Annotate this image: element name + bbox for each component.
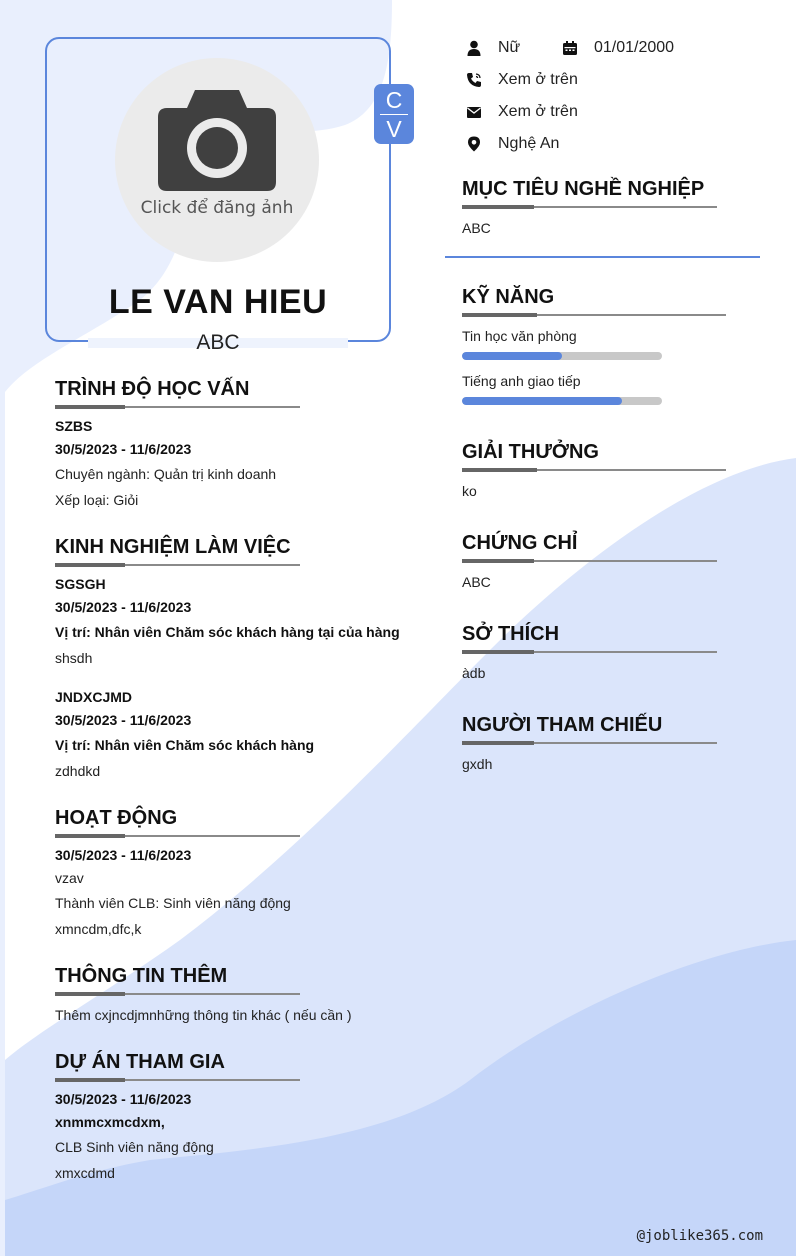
projects-rule (55, 1079, 300, 1081)
email-value: Xem ở trên (498, 103, 578, 120)
gender-value: Nữ (498, 39, 521, 56)
more-info-rule (55, 993, 300, 995)
education-title: TRÌNH ĐỘ HỌC VẤN (55, 378, 250, 400)
activities-title: HOẠT ĐỘNG (55, 807, 178, 829)
skills-title: KỸ NĂNG (462, 286, 555, 308)
cv-badge (374, 84, 414, 144)
experience-title: KINH NGHIỆM LÀM VIỆC (55, 536, 291, 558)
address-value: Nghệ An (498, 135, 560, 152)
activities-rule (55, 835, 300, 837)
calendar-icon (562, 40, 578, 56)
projects-name: xnmmcxmcdxm, (55, 1114, 165, 1130)
activities-dates: 30/5/2023 - 11/6/2023 (55, 847, 192, 863)
contact-gender (466, 39, 520, 57)
cv-badge-v: V (386, 116, 402, 142)
phone-value: Xem ở trên (498, 71, 578, 88)
references-title: NGƯỜI THAM CHIẾU (462, 714, 663, 736)
photo-upload[interactable] (115, 58, 319, 262)
experience-position: Vị trí: Nhân viên Chăm sóc khách hàng tại của hàng (55, 624, 400, 640)
skill-bar-fill (462, 397, 622, 405)
education-dates: 30/5/2023 - 11/6/2023 (55, 441, 192, 457)
projects-title: DỰ ÁN THAM GIA (55, 1051, 225, 1073)
certificates-rule (462, 560, 717, 562)
divider-line (445, 256, 760, 258)
photo-upload-label[interactable]: Click để đăng ảnh (140, 198, 294, 218)
contact-email (466, 103, 578, 121)
candidate-subtitle: ABC (196, 331, 240, 354)
awards-rule (462, 469, 726, 471)
envelope-icon (466, 104, 482, 120)
phone-icon (466, 72, 482, 88)
skill-name: Tiếng anh giao tiếp (462, 373, 581, 389)
activities-role: Thành viên CLB: Sinh viên năng động (55, 895, 291, 911)
experience-rule (55, 564, 300, 566)
camera-icon (155, 86, 279, 194)
map-marker-icon (466, 136, 482, 152)
contact-phone (466, 71, 578, 89)
user-icon (466, 40, 482, 56)
activities-desc: xmncdm,dfc,k (55, 921, 142, 937)
hobbies-rule (462, 651, 717, 653)
awards-text: ko (462, 483, 477, 499)
contact-address (466, 135, 559, 153)
experience-company: SGSGH (55, 576, 106, 592)
activities-org: vzav (55, 870, 84, 886)
references-rule (462, 742, 717, 744)
certificates-text: ABC (462, 574, 491, 590)
projects-org: CLB Sinh viên năng động (55, 1139, 214, 1155)
objective-title: MỤC TIÊU NGHỀ NGHIỆP (462, 178, 705, 200)
experience-dates: 30/5/2023 - 11/6/2023 (55, 599, 192, 615)
candidate-name: LE VAN HIEU (108, 283, 328, 321)
education-grade: Xếp loại: Giỏi (55, 492, 139, 508)
certificates-title: CHỨNG CHỈ (462, 532, 578, 554)
skill-bar (462, 397, 662, 405)
objective-rule (462, 206, 717, 208)
birthday-value: 01/01/2000 (594, 39, 675, 56)
contact-birthday (562, 39, 674, 57)
education-school: SZBS (55, 418, 93, 434)
education-rule (55, 406, 300, 408)
cv-badge-c: C (385, 87, 403, 113)
experience-company: JNDXCJMD (55, 689, 133, 705)
projects-dates: 30/5/2023 - 11/6/2023 (55, 1091, 192, 1107)
references-text: gxdh (462, 756, 493, 772)
experience-desc: shsdh (55, 650, 93, 666)
experience-dates: 30/5/2023 - 11/6/2023 (55, 712, 192, 728)
skills-rule (462, 314, 726, 316)
skill-bar-fill (462, 352, 562, 360)
projects-desc: xmxcdmd (55, 1165, 115, 1181)
hobbies-title: SỞ THÍCH (462, 623, 560, 645)
experience-position: Vị trí: Nhân viên Chăm sóc khách hàng (55, 737, 315, 753)
experience-desc: zdhdkd (55, 763, 101, 779)
objective-text: ABC (462, 220, 491, 236)
education-major: Chuyên ngành: Quản trị kinh doanh (55, 466, 277, 482)
awards-title: GIẢI THƯỞNG (462, 441, 599, 463)
more-info-text: Thêm cxjncdjmnhững thông tin khác ( nếu cần ) (55, 1007, 352, 1023)
footer-watermark: @joblike365.com (636, 1228, 763, 1244)
skill-name: Tin học văn phòng (462, 328, 577, 344)
more-info-title: THÔNG TIN THÊM (55, 965, 228, 987)
hobbies-text: àdb (462, 665, 486, 681)
skill-bar (462, 352, 662, 360)
